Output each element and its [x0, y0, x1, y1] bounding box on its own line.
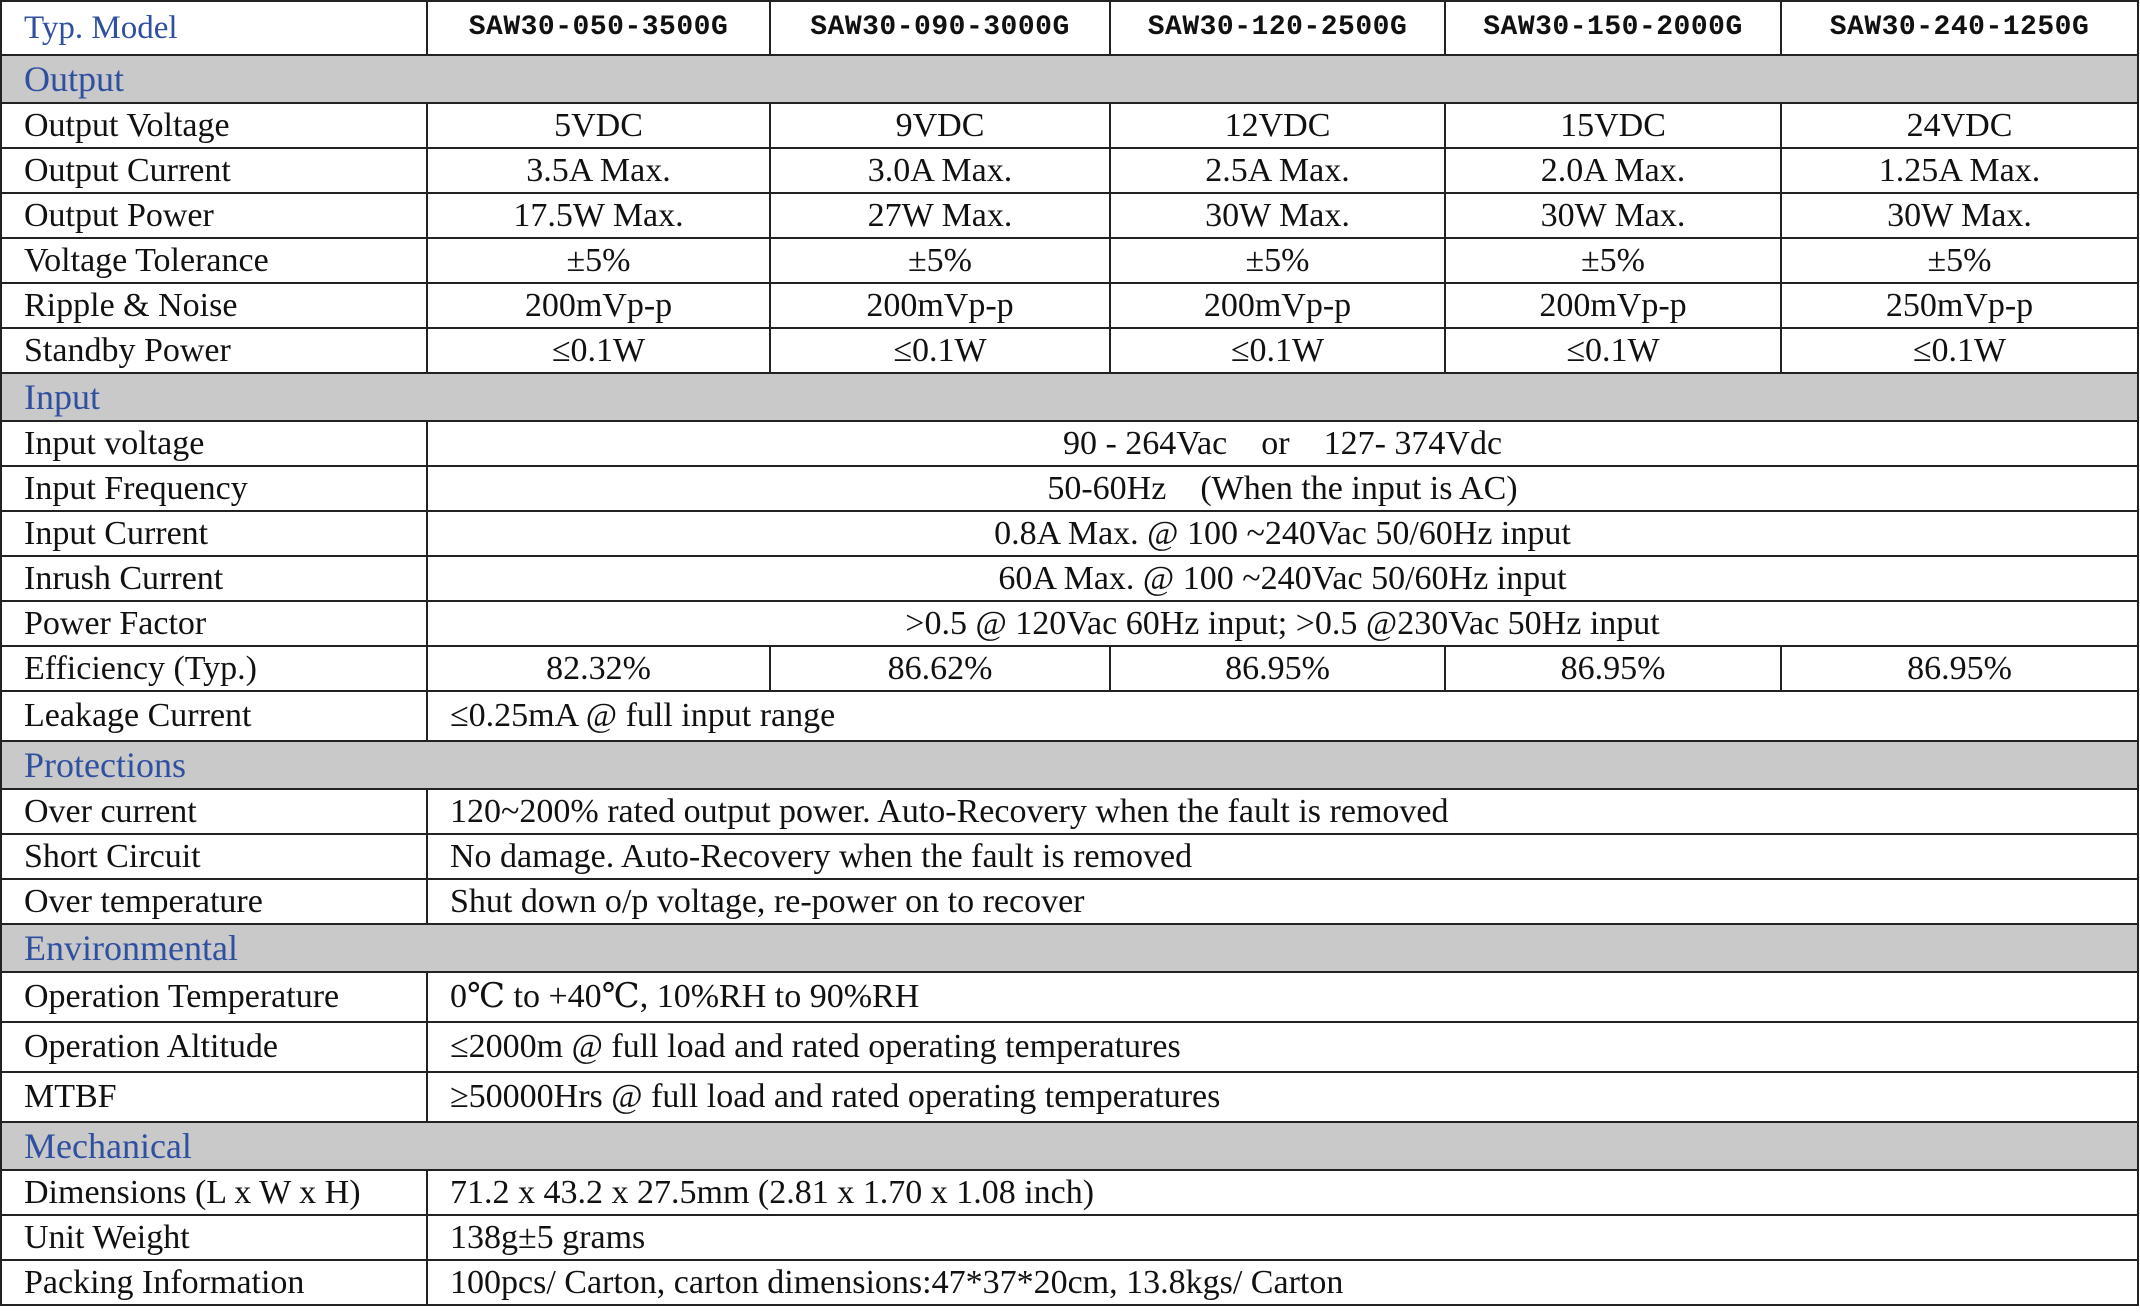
section-environmental — [1, 924, 2138, 972]
model-3: SAW30-120-2500G — [1110, 1, 1445, 55]
cell-value: 9VDC — [770, 103, 1110, 148]
model-4: SAW30-150-2000G — [1445, 1, 1781, 55]
typ-model-label: Typ. Model — [1, 1, 427, 55]
row-label: Efficiency (Typ.) — [1, 646, 427, 691]
section-title: Environmental — [1, 924, 2138, 972]
cell-value: 100pcs/ Carton, carton dimensions:47*37*20cm, 13.8kgs/ Carton — [427, 1260, 2138, 1305]
table-row — [1, 103, 2138, 148]
cell-value: ±5% — [1445, 238, 1781, 283]
cell-value: 17.5W Max. — [427, 193, 770, 238]
row-label: Output Voltage — [1, 103, 427, 148]
row-label: Ripple & Noise — [1, 283, 427, 328]
row-label: Output Power — [1, 193, 427, 238]
section-protections — [1, 741, 2138, 789]
cell-value: 27W Max. — [770, 193, 1110, 238]
cell-value: 5VDC — [427, 103, 770, 148]
header-row — [1, 1, 2138, 55]
cell-value: 3.5A Max. — [427, 148, 770, 193]
cell-value: 86.95% — [1110, 646, 1445, 691]
cell-value: 30W Max. — [1781, 193, 2138, 238]
cell-value: 138g±5 grams — [427, 1215, 2138, 1260]
row-label: MTBF — [1, 1072, 427, 1122]
table-row — [1, 879, 2138, 924]
row-label: Packing Information — [1, 1260, 427, 1305]
cell-value: 86.95% — [1781, 646, 2138, 691]
cell-value: Shut down o/p voltage, re-power on to recover — [427, 879, 2138, 924]
row-label: Power Factor — [1, 601, 427, 646]
cell-value: 2.0A Max. — [1445, 148, 1781, 193]
table-row — [1, 601, 2138, 646]
cell-value: 250mVp-p — [1781, 283, 2138, 328]
table-row — [1, 1170, 2138, 1215]
row-label: Over current — [1, 789, 427, 834]
table-row — [1, 148, 2138, 193]
table-row — [1, 466, 2138, 511]
cell-value: 12VDC — [1110, 103, 1445, 148]
row-label: Standby Power — [1, 328, 427, 373]
section-output — [1, 55, 2138, 103]
cell-value: ≤0.1W — [427, 328, 770, 373]
row-label: Short Circuit — [1, 834, 427, 879]
row-label: Input Frequency — [1, 466, 427, 511]
table-row — [1, 1260, 2138, 1305]
cell-value: ≤0.1W — [770, 328, 1110, 373]
table-row — [1, 283, 2138, 328]
cell-value: 71.2 x 43.2 x 27.5mm (2.81 x 1.70 x 1.08 inch) — [427, 1170, 2138, 1215]
table-row — [1, 238, 2138, 283]
cell-value: ±5% — [1110, 238, 1445, 283]
cell-value: 82.32% — [427, 646, 770, 691]
table-row — [1, 556, 2138, 601]
cell-value: 86.95% — [1445, 646, 1781, 691]
table-row — [1, 789, 2138, 834]
cell-value: 24VDC — [1781, 103, 2138, 148]
row-label: Operation Temperature — [1, 972, 427, 1022]
cell-value: ≤0.1W — [1445, 328, 1781, 373]
cell-value: 0.8A Max. @ 100 ~240Vac 50/60Hz input — [427, 511, 2138, 556]
table-row — [1, 1215, 2138, 1260]
model-1: SAW30-050-3500G — [427, 1, 770, 55]
section-input — [1, 373, 2138, 421]
cell-value: ±5% — [1781, 238, 2138, 283]
table-row — [1, 193, 2138, 238]
cell-value: 200mVp-p — [770, 283, 1110, 328]
cell-value: 30W Max. — [1110, 193, 1445, 238]
cell-value: 50-60Hz (When the input is AC) — [427, 466, 2138, 511]
cell-value: ≤0.1W — [1781, 328, 2138, 373]
row-label: Input voltage — [1, 421, 427, 466]
table-row — [1, 646, 2138, 691]
cell-value: ±5% — [770, 238, 1110, 283]
row-label: Input Current — [1, 511, 427, 556]
table-row — [1, 328, 2138, 373]
cell-value: ±5% — [427, 238, 770, 283]
model-5: SAW30-240-1250G — [1781, 1, 2138, 55]
table-row — [1, 691, 2138, 741]
table-row — [1, 421, 2138, 466]
cell-value: ≤0.1W — [1110, 328, 1445, 373]
section-title: Output — [1, 55, 2138, 103]
cell-value: 120~200% rated output power. Auto-Recovery when the fault is removed — [427, 789, 2138, 834]
cell-value: 200mVp-p — [1110, 283, 1445, 328]
row-label: Dimensions (L x W x H) — [1, 1170, 427, 1215]
row-label: Over temperature — [1, 879, 427, 924]
cell-value: 60A Max. @ 100 ~240Vac 50/60Hz input — [427, 556, 2138, 601]
cell-value: 86.62% — [770, 646, 1110, 691]
section-mechanical — [1, 1122, 2138, 1170]
cell-value: 30W Max. — [1445, 193, 1781, 238]
model-2: SAW30-090-3000G — [770, 1, 1110, 55]
cell-value: ≥50000Hrs @ full load and rated operating temperatures — [427, 1072, 2138, 1122]
cell-value: No damage. Auto-Recovery when the fault is removed — [427, 834, 2138, 879]
section-title: Input — [1, 373, 2138, 421]
table-row — [1, 834, 2138, 879]
cell-value: 1.25A Max. — [1781, 148, 2138, 193]
section-title: Mechanical — [1, 1122, 2138, 1170]
cell-value: ≤0.25mA @ full input range — [427, 691, 2138, 741]
cell-value: 90 - 264Vac or 127- 374Vdc — [427, 421, 2138, 466]
row-label: Unit Weight — [1, 1215, 427, 1260]
table-row — [1, 972, 2138, 1022]
cell-value: 3.0A Max. — [770, 148, 1110, 193]
cell-value: 200mVp-p — [427, 283, 770, 328]
table-row — [1, 1022, 2138, 1072]
cell-value: ≤2000m @ full load and rated operating temperatures — [427, 1022, 2138, 1072]
row-label: Operation Altitude — [1, 1022, 427, 1072]
table-row — [1, 1072, 2138, 1122]
cell-value: >0.5 @ 120Vac 60Hz input; >0.5 @230Vac 50Hz input — [427, 601, 2138, 646]
row-label: Inrush Current — [1, 556, 427, 601]
cell-value: 15VDC — [1445, 103, 1781, 148]
cell-value: 2.5A Max. — [1110, 148, 1445, 193]
cell-value: 200mVp-p — [1445, 283, 1781, 328]
cell-value: 0℃ to +40℃, 10%RH to 90%RH — [427, 972, 2138, 1022]
row-label: Voltage Tolerance — [1, 238, 427, 283]
section-title: Protections — [1, 741, 2138, 789]
row-label: Output Current — [1, 148, 427, 193]
table-row — [1, 511, 2138, 556]
row-label: Leakage Current — [1, 691, 427, 741]
